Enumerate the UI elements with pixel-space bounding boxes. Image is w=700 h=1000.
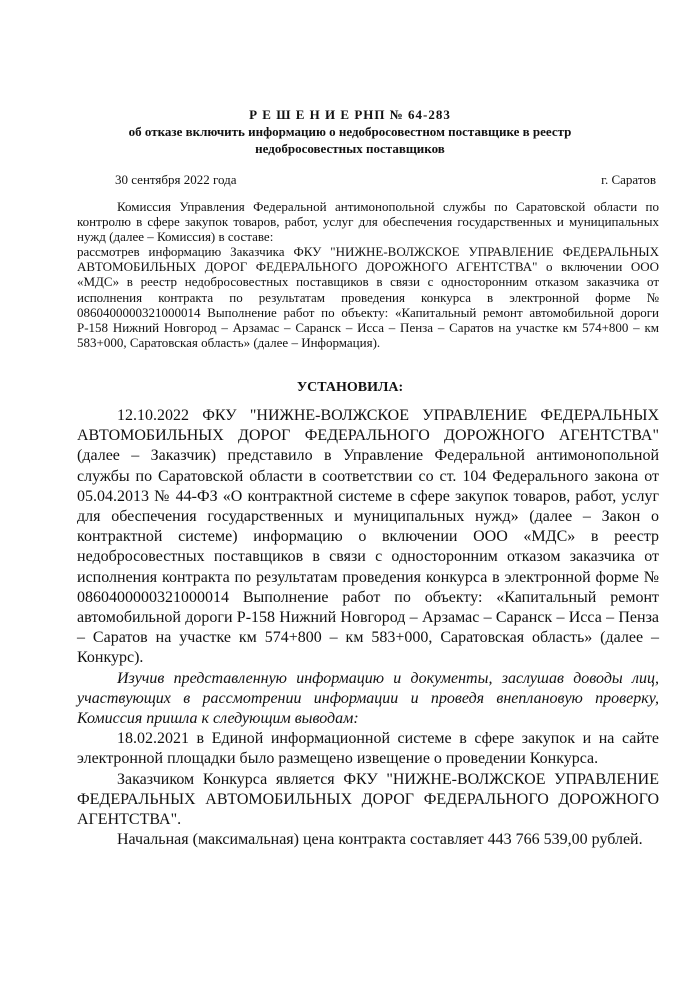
findings-paragraph-customer: Заказчиком Конкурса является ФКУ "НИЖНЕ-ВОЛЖСКОЕ УПРАВЛЕНИЕ ФЕДЕРАЛЬНЫХ АВТОМОБИЛЬНЫХ ДОРОГ ФЕДЕРАЛЬНОГО ДОРОЖНОГО АГЕНТСТВА". [77, 770, 659, 829]
intro-paragraph-commission: Комиссия Управления Федеральной антимонопольной службы по Саратовской области по контролю в сфере закупок товаров, работ, услуг для обеспечения государственных и муниципальных нужд (далее – Комиссия) в составе: [77, 199, 659, 245]
findings-paragraph-1: 12.10.2022 ФКУ "НИЖНЕ-ВОЛЖСКОЕ УПРАВЛЕНИЕ ФЕДЕРАЛЬНЫХ АВТОМОБИЛЬНЫХ ДОРОГ ФЕДЕРАЛЬНОГО ДОРОЖНОГО АГЕНТСТВА" (далее – Заказчик) представило в Управление Федеральной антимонопольной службы по Саратовской области в соответствии со ст. 104 Федерального закона от 05.04.2013 № 44-ФЗ «О контрактной системе в сфере закупок товаров, работ, услуг для обеспечения государственных и муниципальных нужд» (далее – Закон о контрактной системе) информацию о включении ООО «МДС» в реестр недобросовестных поставщиков в связи с односторонним отказом заказчика от исполнения контракта по результатам проведения конкурса в электронной форме № 0860400000321000014 Выполнение работ по объекту: «Капитальный ремонт автомобильной дороги Р-158 Нижний Новгород – Арзамас – Саранск – Исса – Пенза – Саратов на участке км 574+800 – км 583+000, Саратовская область» (далее – Конкурс). [77, 407, 659, 667]
findings-block [77, 406, 659, 850]
section-heading-established: УСТАНОВИЛА: [296, 380, 404, 395]
findings-paragraph-notice: 18.02.2021 в Единой информационной системе в сфере закупок и на сайте электронной площадки было размещено извещение о проведении Конкурса. [77, 730, 659, 768]
intro-paragraph-considered: рассмотрев информацию Заказчика ФКУ "НИЖНЕ-ВОЛЖСКОЕ УПРАВЛЕНИЕ ФЕДЕРАЛЬНЫХ АВТОМОБИЛЬНЫХ ДОРОГ ФЕДЕРАЛЬНОГО ДОРОЖНОГО АГЕНТСТВА" о включении ООО «МДС» в реестр недобросовестных поставщиков в связи с односторонним отказом заказчика от исполнения контракта по результатам проведения конкурса в электронной форме № 0860400000321000014 Выполнение работ по объекту: «Капитальный ремонт автомобильной дороги Р-158 Нижний Новгород – Арзамас – Саранск – Исса – Пенза – Саратов на участке км 574+800 – км 583+000, Саратовская область» (далее – Информация). [77, 244, 659, 350]
decision-title: Р Е Ш Е Н И Е РНП № 64-283 [249, 107, 451, 122]
decision-city: г. Саратов [601, 172, 656, 187]
decision-subtitle-line1: об отказе включить информацию о недобросовестном поставщике в реестр [128, 124, 572, 139]
intro-block [77, 199, 659, 350]
decision-date: 30 сентября 2022 года [115, 172, 237, 187]
findings-paragraph-italic: Изучив представленную информацию и документы, заслушав доводы лиц, участвующих в рассмотрении информации и проведя внеплановую проверку, Комиссия пришла к следующим выводам: [77, 669, 659, 728]
decision-subtitle-line2: недобросовестных поставщиков [255, 141, 445, 156]
findings-paragraph-price: Начальная (максимальная) цена контракта составляет 443 766 539,00 рублей. [117, 831, 643, 849]
